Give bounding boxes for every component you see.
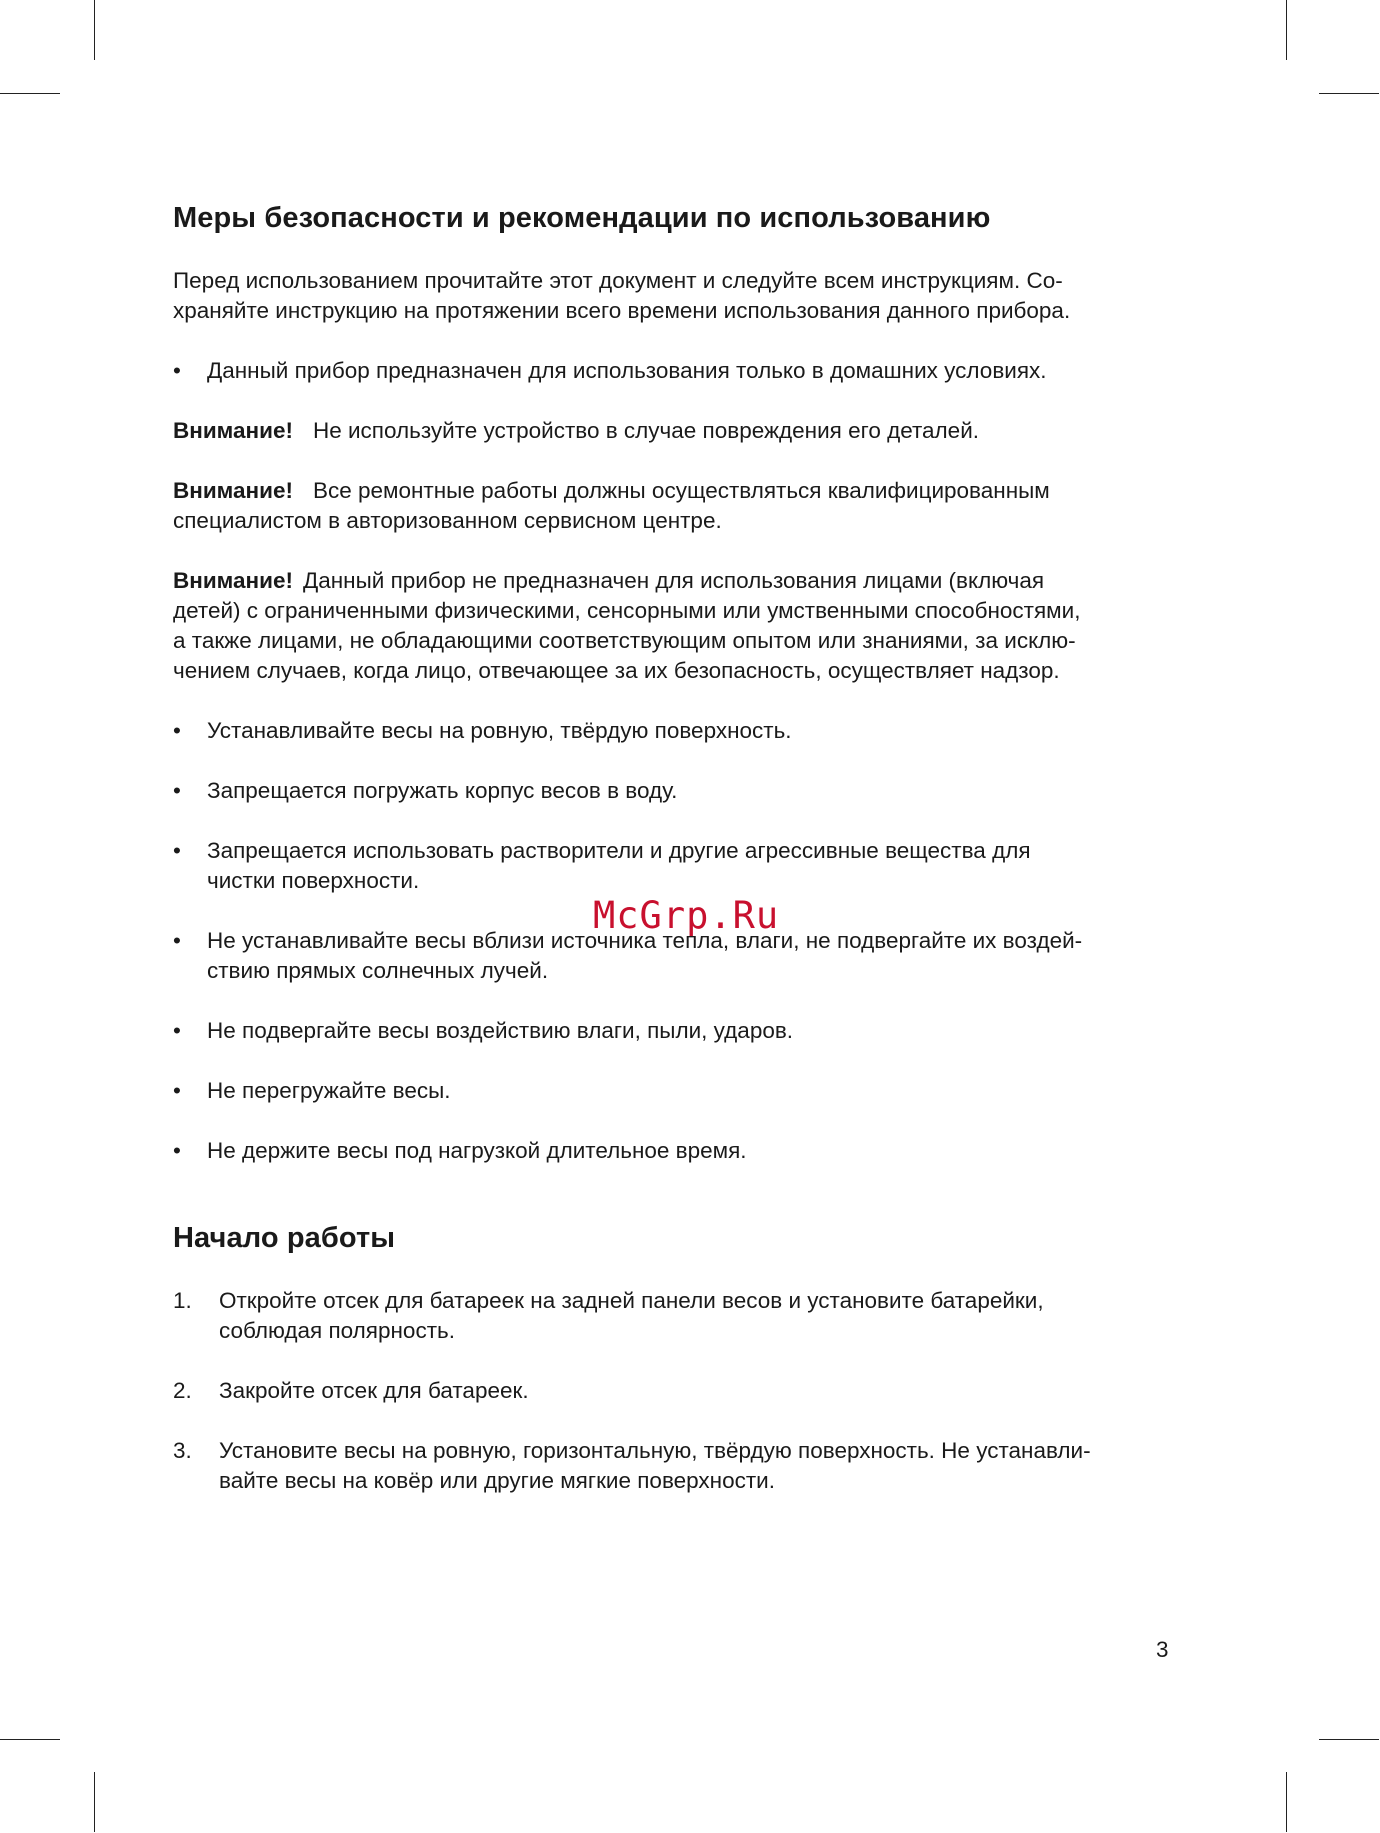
step-number: 1. [173,1288,192,1313]
bullet-text: Устанавливайте весы на ровную, твёрдую поверхность. [207,718,792,743]
crop-mark-top-right-horizontal [1319,93,1379,94]
warning-3 [173,566,1080,686]
intro-line-2: храняйте инструкцию на протяжении всего времени использования данного прибора. [173,298,1071,323]
bullet-dot: • [173,778,181,803]
bullet-text: Не перегружайте весы. [207,1078,451,1103]
step-text-line-1: Откройте отсек для батареек на задней панели весов и установите батарейки, [219,1288,1044,1313]
bullet-dot: • [173,358,181,383]
step-number: 2. [173,1378,192,1403]
bullet-dot: • [173,838,181,863]
bullet-dot: • [173,718,181,743]
warning-text-line-2: детей) с ограниченными физическими, сенсорными или умственными способностями, [173,598,1081,623]
warning-text: Не используйте устройство в случае повреждения его деталей. [312,418,980,443]
warning-label: Внимание! [173,478,293,503]
warning-text-line-4: чением случаев, когда лицо, отвечающее за их безопасность, осуществляет надзор. [173,658,1060,683]
step-text-line-2: соблюдая полярность. [219,1318,455,1343]
bullet-text: Данный прибор предназначен для использования только в домашних условиях. [207,358,1047,383]
intro-line-1: Перед использованием прочитайте этот документ и следуйте всем инструкциям. Со- [173,268,1063,293]
crop-mark-bottom-left-vertical [94,1772,95,1832]
crop-mark-top-right-vertical [1286,0,1287,60]
intro-paragraph [173,266,1070,326]
bullet-dot: • [173,1078,181,1103]
warning-text-line-3: а также лицами, не обладающими соответствующим опытом или знаниями, за исклю- [173,628,1076,653]
watermark: McGrp.Ru [593,894,780,937]
step-text-line-2: вайте весы на ковёр или другие мягкие поверхности. [219,1468,775,1493]
bullet-dot: • [173,928,181,953]
warning-label: Внимание! [173,568,293,593]
section-title-getting-started: Начало работы [173,1222,396,1254]
warning-text-line-2: специалистом в авторизованном сервисном центре. [173,508,722,533]
step-number: 3. [173,1438,192,1463]
section-title-safety: Меры безопасности и рекомендации по использованию [173,202,991,234]
bullet-text-line-1: Запрещается использовать растворители и другие агрессивные вещества для [207,838,1031,863]
crop-mark-top-left-vertical [94,0,95,60]
warning-text-line-1: Данный прибор не предназначен для использования лицами (включая [302,568,1045,593]
bullet-text-line-1: Не устанавливайте весы вблизи источника тепла, влаги, не подвергайте их воздей- [207,928,1083,953]
bullet-text-line-2: чистки поверхности. [207,868,420,893]
crop-mark-bottom-right-vertical [1286,1772,1287,1832]
crop-mark-top-left-horizontal [0,93,60,94]
warning-2 [173,476,1050,536]
crop-mark-bottom-left-horizontal [0,1739,60,1740]
step-text-line-1: Установите весы на ровную, горизонтальную, твёрдую поверхность. Не устанавли- [219,1438,1091,1463]
page-number: 3 [1156,1637,1169,1662]
bullet-dot: • [173,1018,181,1043]
bullet-text: Запрещается погружать корпус весов в воду. [207,778,678,803]
warning-text-line-1: Все ремонтные работы должны осуществляться квалифицированным [312,478,1050,503]
crop-mark-bottom-right-horizontal [1319,1739,1379,1740]
bullet-text-line-2: ствию прямых солнечных лучей. [207,958,549,983]
warning-1 [173,416,979,446]
bullet-text: Не подвергайте весы воздействию влаги, пыли, ударов. [207,1018,794,1043]
bullet-dot: • [173,1138,181,1163]
bullet-text: Не держите весы под нагрузкой длительное время. [207,1138,747,1163]
warning-label: Внимание! [173,418,293,443]
step-text-line-1: Закройте отсек для батареек. [219,1378,529,1403]
